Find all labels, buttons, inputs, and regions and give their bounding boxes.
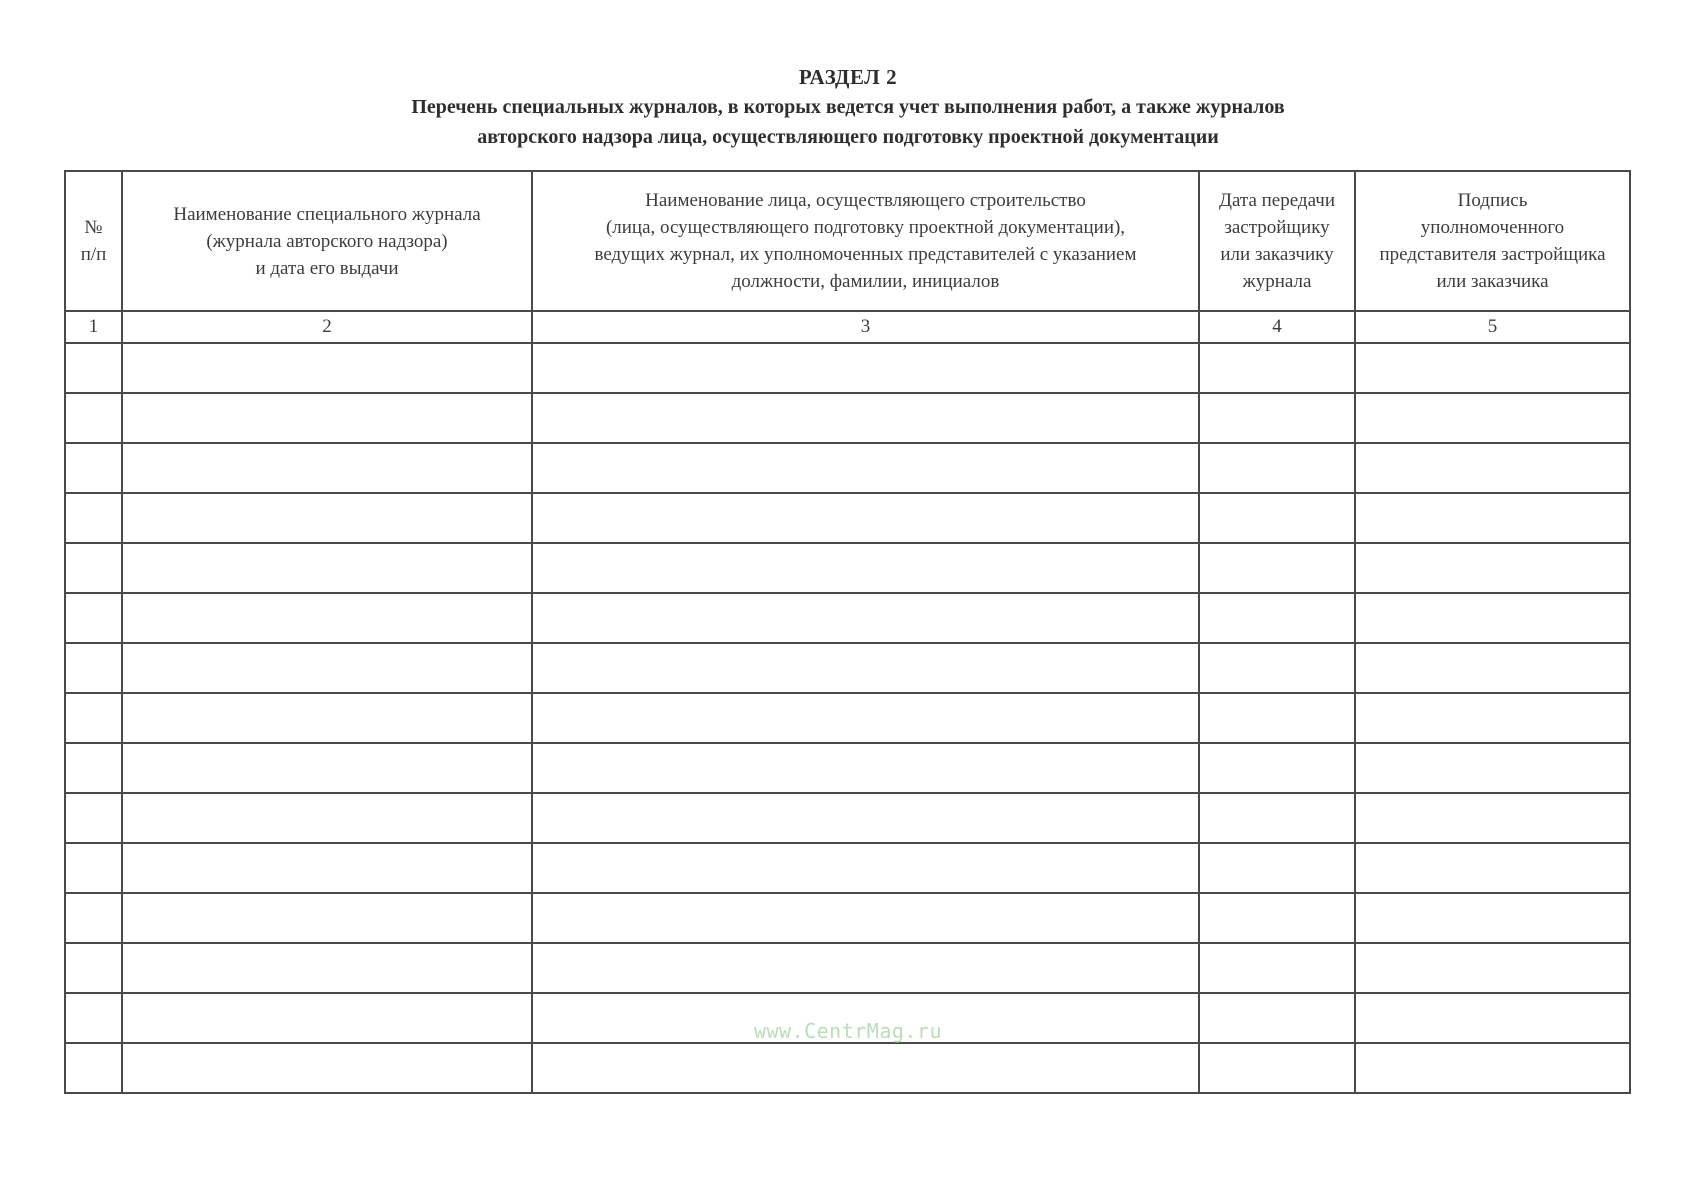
- table-cell[interactable]: [65, 943, 122, 993]
- table-cell[interactable]: [65, 1043, 122, 1093]
- table-cell[interactable]: [122, 1043, 532, 1093]
- table-cell[interactable]: [1355, 693, 1630, 743]
- column-header-number: [65, 171, 122, 311]
- section-title: РАЗДЕЛ 2: [798, 65, 898, 89]
- column-header-responsible-person: [532, 171, 1199, 311]
- column-header-journal-name: [122, 171, 532, 311]
- header-line: (журнала авторского надзора): [206, 230, 448, 252]
- column-number-row: [65, 311, 1630, 343]
- header-line: (лица, осуществляющего подготовку проектной документации),: [605, 217, 1126, 238]
- table-cell[interactable]: [122, 643, 532, 693]
- table-cell[interactable]: [1199, 743, 1355, 793]
- header-line: Наименование лица, осуществляющего строительство: [645, 190, 1086, 211]
- table-row: [65, 443, 1630, 493]
- table-cell[interactable]: [532, 843, 1199, 893]
- table-cell[interactable]: [1355, 393, 1630, 443]
- column-number: 3: [532, 311, 1199, 343]
- table-cell[interactable]: [532, 443, 1199, 493]
- table-cell[interactable]: [65, 393, 122, 443]
- table-cell[interactable]: [122, 543, 532, 593]
- header-line: Наименование специального журнала: [173, 203, 481, 225]
- table-cell[interactable]: [1355, 543, 1630, 593]
- table-row: [65, 693, 1630, 743]
- table-row: [65, 1043, 1630, 1093]
- table-row: [65, 943, 1630, 993]
- table-cell[interactable]: [122, 893, 532, 943]
- table-cell[interactable]: [1199, 793, 1355, 843]
- table-cell[interactable]: [122, 393, 532, 443]
- table-cell[interactable]: [1355, 443, 1630, 493]
- header-line: журнала: [1242, 271, 1312, 292]
- table-row: [65, 493, 1630, 543]
- header-line: Подпись: [1457, 190, 1528, 211]
- table-cell[interactable]: [1355, 743, 1630, 793]
- table-row: [65, 593, 1630, 643]
- table-cell[interactable]: [1355, 793, 1630, 843]
- document-subtitle-line-1: Перечень специальных журналов, в которых ведется учет выполнения работ, а также журналов: [411, 96, 1285, 118]
- table-cell[interactable]: [1199, 943, 1355, 993]
- journals-table: [64, 170, 1631, 1094]
- column-header-signature: [1355, 171, 1630, 311]
- table-cell[interactable]: [1199, 393, 1355, 443]
- table-cell[interactable]: [65, 593, 122, 643]
- column-number: 2: [122, 311, 532, 343]
- table-row: [65, 343, 1630, 393]
- table-cell[interactable]: [1355, 943, 1630, 993]
- table-cell[interactable]: [1355, 343, 1630, 393]
- header-line: или заказчику: [1220, 244, 1334, 265]
- column-header-transfer-date: [1199, 171, 1355, 311]
- table-row: [65, 793, 1630, 843]
- table-row: [65, 543, 1630, 593]
- table-cell[interactable]: [65, 493, 122, 543]
- table-cell[interactable]: [532, 493, 1199, 543]
- watermark: www.CentrMag.ru: [753, 1019, 943, 1043]
- table-cell[interactable]: [1355, 843, 1630, 893]
- table-cell[interactable]: [532, 743, 1199, 793]
- table-cell[interactable]: [65, 843, 122, 893]
- table-cell[interactable]: [65, 443, 122, 493]
- table-cell[interactable]: [1199, 1043, 1355, 1093]
- table-cell[interactable]: [1355, 893, 1630, 943]
- table-row: [65, 893, 1630, 943]
- table-cell[interactable]: [1355, 1043, 1630, 1093]
- table-cell[interactable]: [1199, 593, 1355, 643]
- table-cell[interactable]: [532, 393, 1199, 443]
- header-line: и дата его выдачи: [255, 257, 399, 279]
- table-cell[interactable]: [532, 343, 1199, 393]
- table-cell[interactable]: [1199, 693, 1355, 743]
- column-number: 5: [1355, 311, 1630, 343]
- document-header: [0, 62, 1696, 152]
- table-cell[interactable]: [532, 893, 1199, 943]
- header-line: п/п: [80, 244, 107, 265]
- header-line: №: [84, 217, 103, 238]
- table-cell[interactable]: [1199, 843, 1355, 893]
- header-line: ведущих журнал, их уполномоченных представителей с указанием: [594, 244, 1137, 265]
- table-cell[interactable]: [65, 343, 122, 393]
- table-cell[interactable]: [532, 943, 1199, 993]
- table-cell[interactable]: [1199, 443, 1355, 493]
- table-row: [65, 743, 1630, 793]
- table-cell[interactable]: [1199, 893, 1355, 943]
- table-cell[interactable]: [65, 543, 122, 593]
- table-cell[interactable]: [1199, 543, 1355, 593]
- table-cell[interactable]: [1199, 643, 1355, 693]
- table-cell[interactable]: [122, 743, 532, 793]
- table-cell[interactable]: [122, 943, 532, 993]
- table-cell[interactable]: [1355, 643, 1630, 693]
- table-row: [65, 393, 1630, 443]
- table-cell[interactable]: [65, 743, 122, 793]
- table-cell[interactable]: [122, 693, 532, 743]
- table-cell[interactable]: [65, 643, 122, 693]
- table-cell[interactable]: [532, 1043, 1199, 1093]
- header-line: застройщику: [1224, 217, 1330, 238]
- table-row: [65, 643, 1630, 693]
- table-cell[interactable]: [122, 493, 532, 543]
- header-line: уполномоченного: [1420, 217, 1565, 238]
- table-row: [65, 843, 1630, 893]
- table-cell[interactable]: [532, 793, 1199, 843]
- document-subtitle-line-2: авторского надзора лица, осуществляющего подготовку проектной документации: [477, 126, 1219, 148]
- header-line: представителя застройщика: [1379, 244, 1606, 265]
- table-cell[interactable]: [65, 893, 122, 943]
- column-number: 4: [1199, 311, 1355, 343]
- table-body: [65, 311, 1630, 1093]
- table-cell[interactable]: [122, 343, 532, 393]
- table-cell[interactable]: [532, 593, 1199, 643]
- header-line: Дата передачи: [1219, 190, 1335, 211]
- table-header-row: [65, 171, 1630, 311]
- table-cell[interactable]: [65, 793, 122, 843]
- header-line: должности, фамилии, инициалов: [731, 271, 1000, 292]
- table-cell[interactable]: [122, 443, 532, 493]
- table-cell[interactable]: [122, 593, 532, 643]
- table-cell[interactable]: [122, 843, 532, 893]
- table-cell[interactable]: [532, 543, 1199, 593]
- table-cell[interactable]: [1355, 593, 1630, 643]
- table-cell[interactable]: [1199, 493, 1355, 543]
- column-number: 1: [65, 311, 122, 343]
- table-cell[interactable]: [65, 693, 122, 743]
- header-line: или заказчика: [1436, 271, 1549, 292]
- table-cell[interactable]: [1199, 343, 1355, 393]
- table-cell[interactable]: [1355, 493, 1630, 543]
- table-cell[interactable]: [532, 643, 1199, 693]
- table-cell[interactable]: [122, 793, 532, 843]
- table-cell[interactable]: [532, 693, 1199, 743]
